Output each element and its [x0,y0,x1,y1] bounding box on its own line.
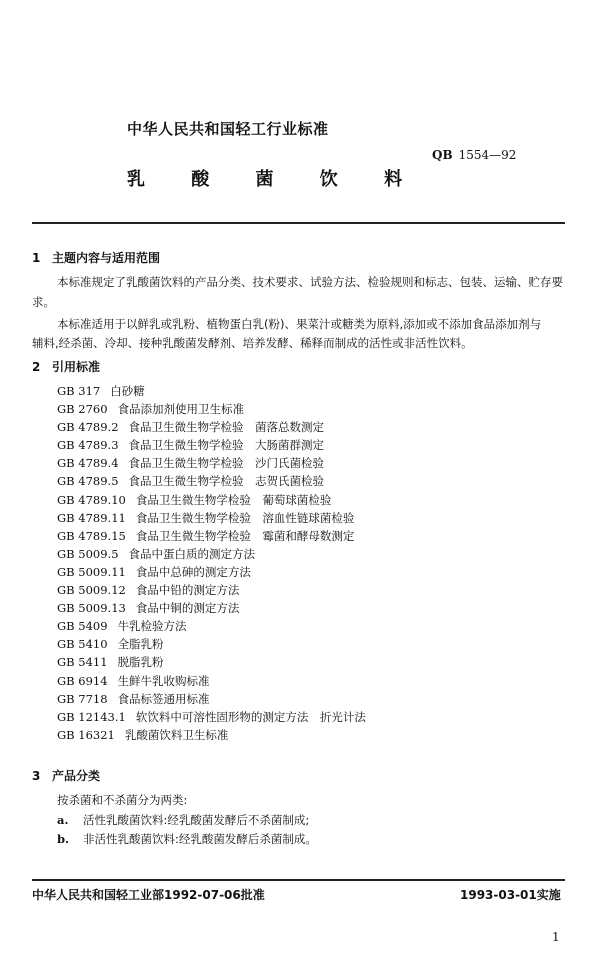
section-number: 2 [32,360,41,374]
paragraph-line: 本标准规定了乳酸菌饮料的产品分类、技术要求、试验方法、检验规则和标志、包装、运输、贮存要 [57,275,563,289]
reference-title: 食品卫生微生物学检验 霉菌和酵母数测定 [135,528,355,543]
reference-item [57,708,378,726]
reference-code: GB 2760 [57,402,108,417]
reference-item [57,454,378,472]
standard-number: 1554—92 [458,148,517,162]
reference-code: GB 4789.4 [57,456,119,471]
reference-title: 食品卫生微生物学检验 溶血性链球菌检验 [135,510,355,525]
reference-code: GB 7718 [57,691,108,706]
reference-item [57,635,378,653]
reference-title: 白砂糖 [110,384,145,398]
reference-title: 食品卫生微生物学检验 沙门氏菌检验 [128,456,325,471]
effective-date: 1993-03-01实施 [460,888,561,902]
section-number: 3 [32,769,41,783]
reference-code: GB 5409 [57,619,108,634]
header-rule [32,222,565,224]
reference-item [57,400,378,418]
reference-item [57,491,378,509]
reference-item [57,690,378,708]
reference-title: 食品中铅的测定方法 [135,583,240,598]
section-title: 主题内容与适用范围 [52,251,161,265]
reference-title: 牛乳检验方法 [117,619,187,634]
section-3-heading [32,767,100,784]
item-text: 非活性乳酸菌饮料:经乳酸菌发酵后杀菌制成。 [83,832,317,846]
reference-title: 脱脂乳粉 [117,655,164,670]
reference-code: GB 5009.5 [57,546,119,561]
reference-item [57,653,378,671]
classification-item [57,812,309,828]
reference-title: 软饮料中可溶性固形物的测定方法 折光计法 [135,709,366,724]
reference-code: GB 6914 [57,673,108,688]
item-label: a. [57,813,69,827]
reference-title: 全脂乳粉 [117,637,164,652]
standard-prefix: QB [432,148,453,162]
reference-code: GB 4789.15 [57,528,126,543]
reference-item [57,617,378,635]
document-title: 乳 酸 菌 饮 料 [127,169,423,190]
reference-title: 食品中铜的测定方法 [135,601,240,616]
reference-code: GB 5410 [57,637,108,652]
reference-title: 食品卫生微生物学检验 大肠菌群测定 [128,438,325,453]
reference-list [57,382,378,744]
reference-code: GB 4789.5 [57,474,119,489]
reference-title: 食品卫生微生物学检验 菌落总数测定 [128,420,325,435]
reference-item [57,672,378,690]
reference-title: 食品标签通用标准 [117,691,210,706]
reference-item [57,599,378,617]
reference-code: GB 5009.13 [57,601,126,616]
footer-rule [32,879,565,881]
reference-code: GB 5009.12 [57,583,126,598]
paragraph-line: 求。 [32,295,55,309]
reference-code: GB 4789.3 [57,438,119,453]
reference-item [57,509,378,527]
section-title: 产品分类 [52,769,101,783]
reference-title: 食品中总砷的测定方法 [135,564,251,579]
section-1-heading [32,249,160,266]
reference-item [57,382,378,400]
issuer-title: 中华人民共和国轻工行业标准 [127,120,329,138]
item-text: 活性乳酸菌饮料:经乳酸菌发酵后不杀菌制成; [83,813,310,827]
reference-title: 食品卫生微生物学检验 葡萄球菌检验 [135,492,332,507]
section-title: 引用标准 [52,360,101,374]
reference-code: GB 5009.11 [57,564,126,579]
reference-code: GB 16321 [57,727,115,742]
page-number: 1 [552,930,560,944]
paragraph-line: 本标准适用于以鲜乳或乳粉、植物蛋白乳(粉)、果菜汁或糖类为原料,添加或不添加食品添加剂与 [57,317,542,331]
reference-code: GB 4789.2 [57,420,119,435]
reference-item [57,726,378,744]
reference-code: GB 4789.10 [57,492,126,507]
reference-item [57,581,378,599]
reference-code: GB 4789.11 [57,510,126,525]
standard-code [432,148,516,162]
reference-code: GB 12143.1 [57,709,126,724]
section-number: 1 [32,251,41,265]
reference-title: 食品添加剂使用卫生标准 [117,402,245,417]
reference-code: GB 5411 [57,655,108,670]
reference-item [57,563,378,581]
reference-title: 食品中蛋白质的测定方法 [128,546,256,561]
reference-title: 食品卫生微生物学检验 志贺氏菌检验 [128,474,325,489]
classification-intro: 按杀菌和不杀菌分为两类: [57,793,188,807]
reference-item [57,436,378,454]
reference-item [57,418,378,436]
reference-item [57,545,378,563]
reference-code: GB 317 [57,384,101,398]
section-2-heading [32,358,100,375]
item-label: b. [57,832,70,846]
reference-item [57,527,378,545]
approval-date: 中华人民共和国轻工业部1992-07-06批准 [32,888,265,902]
paragraph-line: 辅料,经杀菌、冷却、接种乳酸菌发酵剂、培养发酵、稀释而制成的活性或非活性饮料。 [32,336,473,350]
reference-item [57,472,378,490]
reference-title: 乳酸菌饮料卫生标准 [124,727,229,742]
reference-title: 生鲜牛乳收购标准 [117,673,210,688]
classification-item [57,831,317,847]
